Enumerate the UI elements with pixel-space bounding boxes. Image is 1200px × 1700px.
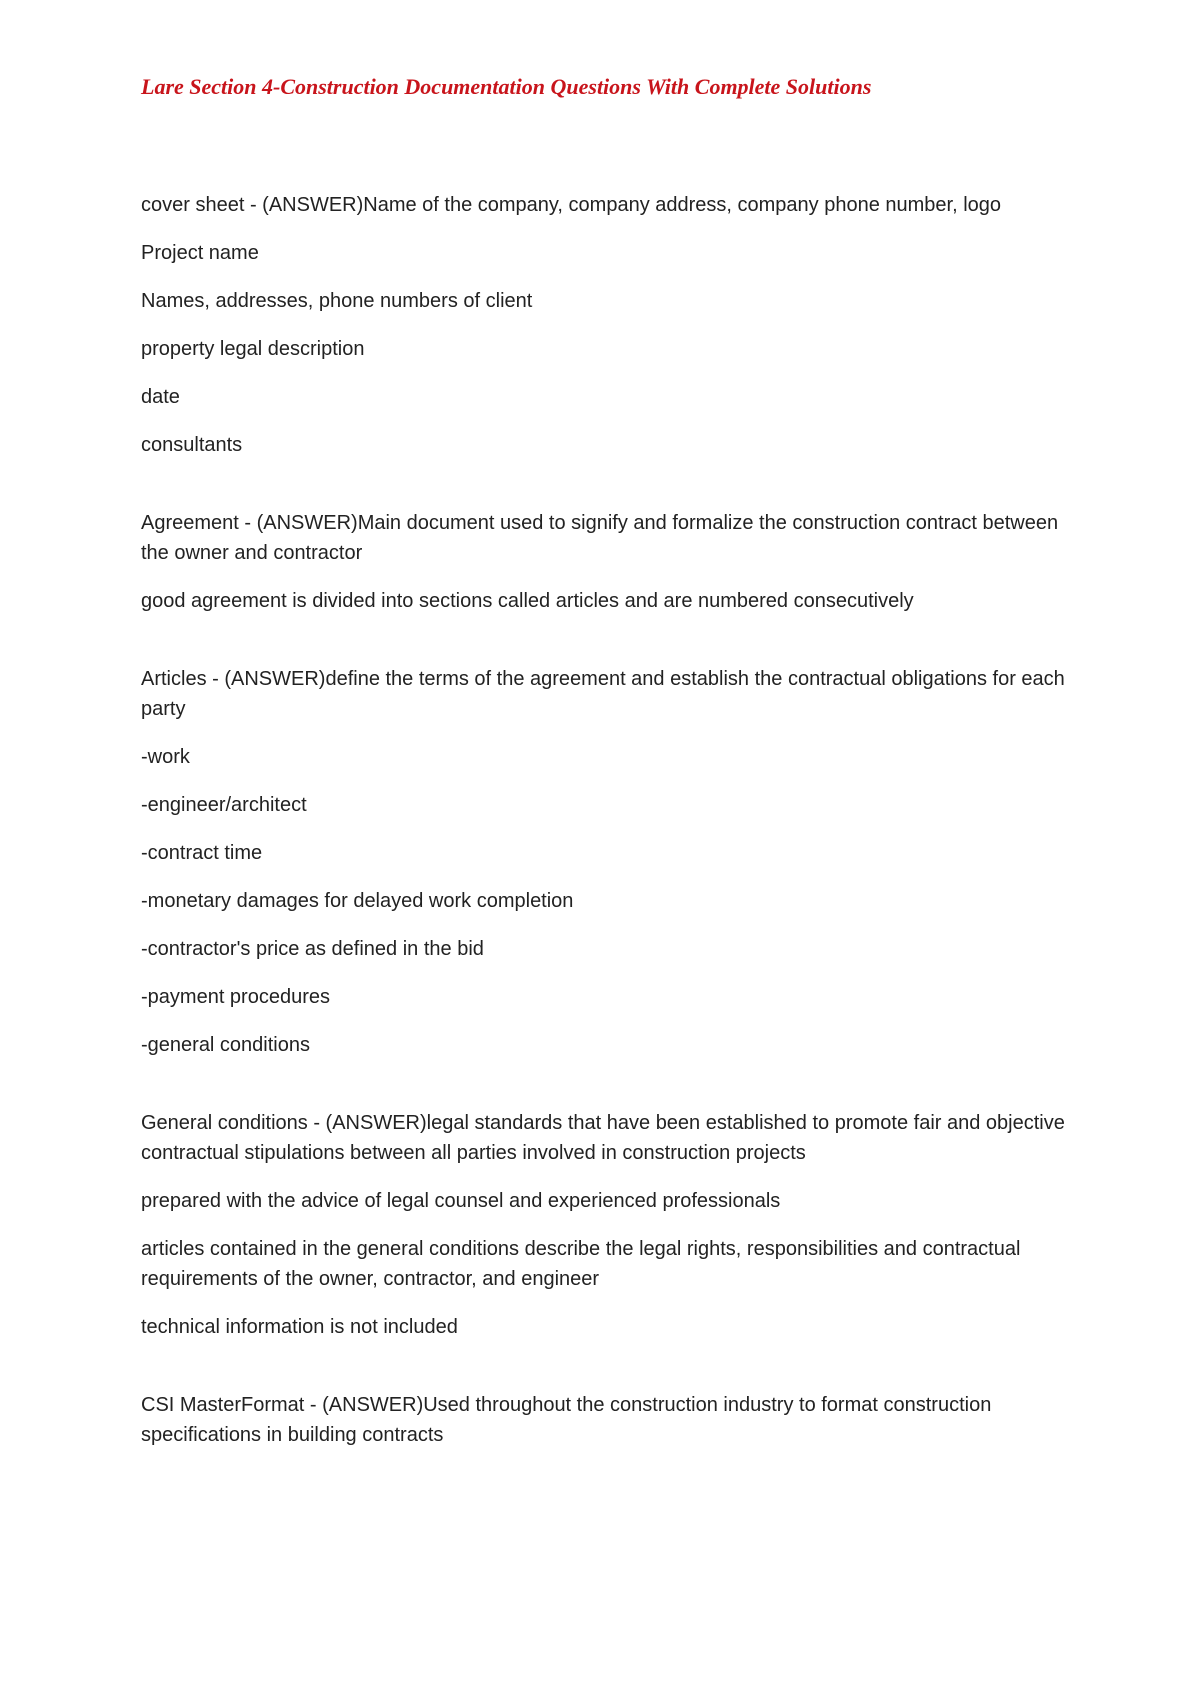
- answer-line: consultants: [141, 434, 243, 456]
- answer-line: property legal description: [141, 338, 365, 360]
- answer-line: Agreement - (ANSWER)Main document used to signify and formalize the construction contract between the owner and contractor: [141, 512, 1059, 564]
- answer-line: articles contained in the general conditions describe the legal rights, responsibilities and contractual requirements of the owner, contractor, and engineer: [141, 1238, 1021, 1290]
- list-item: -work: [141, 746, 190, 768]
- list-item: -payment procedures: [141, 986, 330, 1008]
- answer-line: Names, addresses, phone numbers of client: [141, 290, 533, 312]
- answer-line: CSI MasterFormat - (ANSWER)Used throughout the construction industry to format construction specifications in building contracts: [141, 1394, 992, 1446]
- answer-line: Project name: [141, 242, 259, 264]
- list-item: -contractor's price as defined in the bid: [141, 938, 484, 960]
- section-cover-sheet: [141, 190, 1071, 460]
- list-item: -general conditions: [141, 1034, 310, 1056]
- section-agreement: [141, 508, 1071, 616]
- answer-line: prepared with the advice of legal counsel and experienced professionals: [141, 1190, 781, 1212]
- list-item: -contract time: [141, 842, 263, 864]
- section-csi-masterformat: [141, 1390, 1071, 1450]
- document-title: Lare Section 4-Construction Documentation Questions With Complete Solutions: [141, 74, 872, 99]
- answer-line: Articles - (ANSWER)define the terms of the agreement and establish the contractual obligations for each party: [141, 668, 1065, 720]
- document-body: [141, 190, 1071, 1468]
- answer-line: General conditions - (ANSWER)legal standards that have been established to promote fair and objective contractual stipulations between all parties involved in construction projects: [141, 1112, 1065, 1164]
- answer-line: good agreement is divided into sections called articles and are numbered consecutively: [141, 590, 914, 612]
- answer-line: technical information is not included: [141, 1316, 458, 1338]
- section-general-conditions: [141, 1108, 1071, 1342]
- section-articles: [141, 664, 1071, 1060]
- answer-line: cover sheet - (ANSWER)Name of the company, company address, company phone number, logo: [141, 194, 1002, 216]
- list-item: -engineer/architect: [141, 794, 307, 816]
- list-item: -monetary damages for delayed work completion: [141, 890, 574, 912]
- answer-line: date: [141, 386, 180, 408]
